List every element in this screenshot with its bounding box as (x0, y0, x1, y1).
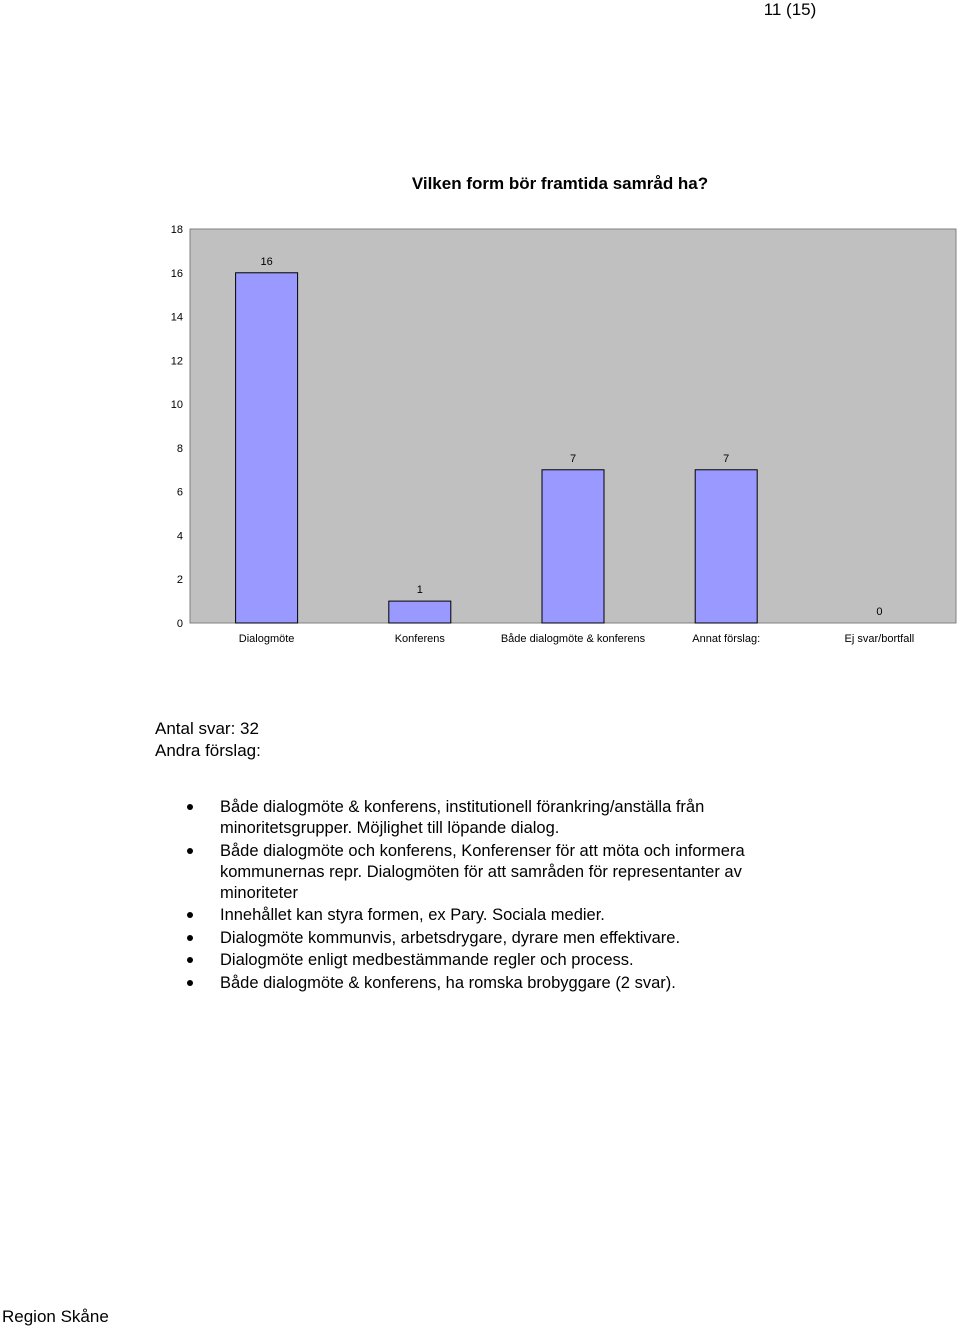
list-item (220, 950, 820, 971)
y-tick-label: 4 (176, 530, 183, 543)
y-tick-label: 18 (170, 224, 183, 236)
y-tick-label: 2 (176, 574, 183, 587)
y-tick-label: 0 (176, 618, 183, 630)
y-tick-label: 10 (170, 399, 183, 412)
suggestion-list (220, 797, 820, 995)
x-tick-label: Både dialogmöte & konferens (500, 633, 646, 645)
y-tick-label: 12 (170, 355, 183, 368)
list-item-text: Både dialogmöte & konferens, ha romska brobyggare (2 svar). (220, 973, 676, 992)
x-tick-label: Ej svar/bortfall (844, 633, 915, 645)
list-item (220, 973, 820, 994)
bullet-icon (187, 980, 193, 986)
bullet-icon (187, 957, 193, 963)
bar (695, 470, 757, 623)
list-item-text: Innehållet kan styra formen, ex Pary. Sociala medier. (220, 906, 605, 924)
bar (236, 273, 298, 623)
value-label: 0 (876, 606, 883, 618)
x-tick-label: Annat förslag: (692, 633, 761, 645)
list-item (220, 928, 820, 949)
list-item (220, 797, 820, 839)
x-tick-label: Konferens (394, 633, 445, 645)
page-number: 11 (15) (763, 0, 817, 19)
total-responses: Antal svar: 32 (155, 719, 259, 738)
bullet-icon (187, 912, 193, 918)
y-tick-label: 14 (170, 311, 183, 324)
other-suggestions-heading: Andra förslag: (155, 741, 261, 760)
footer: Region Skåne (2, 1307, 109, 1326)
list-item-text: Både dialogmöte och konferens, Konferenser för att möta och informera kommunernas repr. Dialogmöten för att samråden för representanter av minoriteter (220, 841, 745, 902)
list-item-text: Både dialogmöte & konferens, institutionell förankring/anställa från minoritetsgrupper. Möjlighet till löpande dialog. (220, 798, 705, 837)
bar (542, 470, 604, 623)
value-label: 7 (723, 452, 730, 465)
y-tick-label: 6 (176, 486, 183, 499)
chart-title: Vilken form bör framtida samråd ha? (411, 174, 709, 193)
list-item-text: Dialogmöte kommunvis, arbetsdrygare, dyrare men effektivare. (220, 928, 681, 947)
y-tick-label: 8 (176, 442, 183, 455)
bullet-icon (187, 848, 193, 854)
value-label: 7 (569, 452, 577, 465)
value-label: 1 (416, 584, 423, 597)
bullet-icon (187, 935, 193, 941)
y-axis (171, 224, 183, 630)
summary (155, 718, 261, 762)
bar (389, 601, 451, 623)
x-tick-label: Dialogmöte (238, 633, 295, 645)
list-item (220, 905, 820, 926)
list-item-text: Dialogmöte enligt medbestämmande regler och process. (220, 951, 634, 969)
y-tick-label: 16 (170, 267, 183, 280)
x-axis (239, 633, 914, 645)
list-item (220, 841, 820, 904)
bar-chart (0, 210, 960, 650)
bullet-icon (187, 804, 193, 810)
value-label: 16 (260, 255, 273, 268)
